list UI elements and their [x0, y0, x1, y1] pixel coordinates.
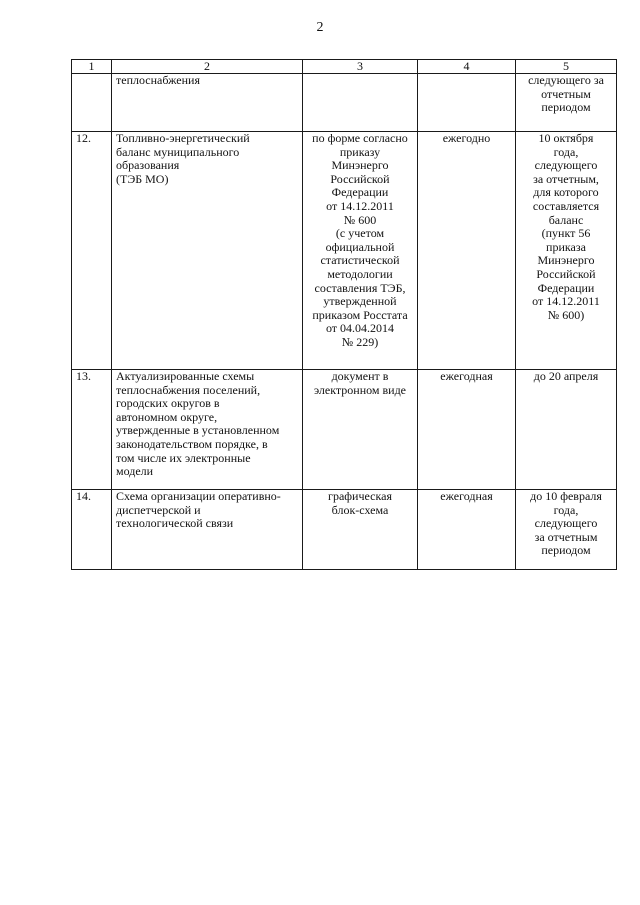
report-table	[71, 59, 617, 570]
row-period: ежегодная	[418, 490, 516, 570]
header-col-5: 5	[516, 60, 617, 74]
row-name: теплоснабжения	[112, 74, 303, 132]
row-form: по форме согласно приказу Минэнерго Российской Федерации от 14.12.2011 № 600 (с учетом официальной статистической методологии составления ТЭБ, утвержденной приказом Росстата от 04.04.2014 № 229)	[303, 132, 418, 370]
row-form: графическая блок-схема	[303, 490, 418, 570]
row-name: Схема организации оперативно- диспетчерской и технологической связи	[112, 490, 303, 570]
header-col-4: 4	[418, 60, 516, 74]
row-number	[72, 74, 112, 132]
row-deadline: до 10 февраля года, следующего за отчетным периодом	[516, 490, 617, 570]
row-deadline: до 20 апреля	[516, 370, 617, 490]
row-number: 14.	[72, 490, 112, 570]
table-header	[72, 60, 617, 74]
row-name: Актуализированные схемы теплоснабжения поселений, городских округов в автономном округе, утвержденные в установленном законодательством порядке, в том числе их электронные модели	[112, 370, 303, 490]
header-row	[72, 60, 617, 74]
row-name: Топливно-энергетический баланс муниципального образования (ТЭБ МО)	[112, 132, 303, 370]
row-form: документ в электронном виде	[303, 370, 418, 490]
row-deadline: следующего за отчетным периодом	[516, 74, 617, 132]
row-number: 13.	[72, 370, 112, 490]
row-period: ежегодная	[418, 370, 516, 490]
row-form	[303, 74, 418, 132]
table-row	[72, 74, 617, 132]
header-col-3: 3	[303, 60, 418, 74]
row-number: 12.	[72, 132, 112, 370]
header-col-2: 2	[112, 60, 303, 74]
header-col-1: 1	[72, 60, 112, 74]
row-period: ежегодно	[418, 132, 516, 370]
page-number: 2	[316, 20, 324, 35]
table-row	[72, 490, 617, 570]
table-row	[72, 370, 617, 490]
table-row	[72, 132, 617, 370]
table-body	[72, 74, 617, 570]
row-period	[418, 74, 516, 132]
row-deadline: 10 октября года, следующего за отчетным, для которого составляется баланс (пункт 56 приказа Минэнерго Российской Федерации от 14.12.2011 № 600)	[516, 132, 617, 370]
